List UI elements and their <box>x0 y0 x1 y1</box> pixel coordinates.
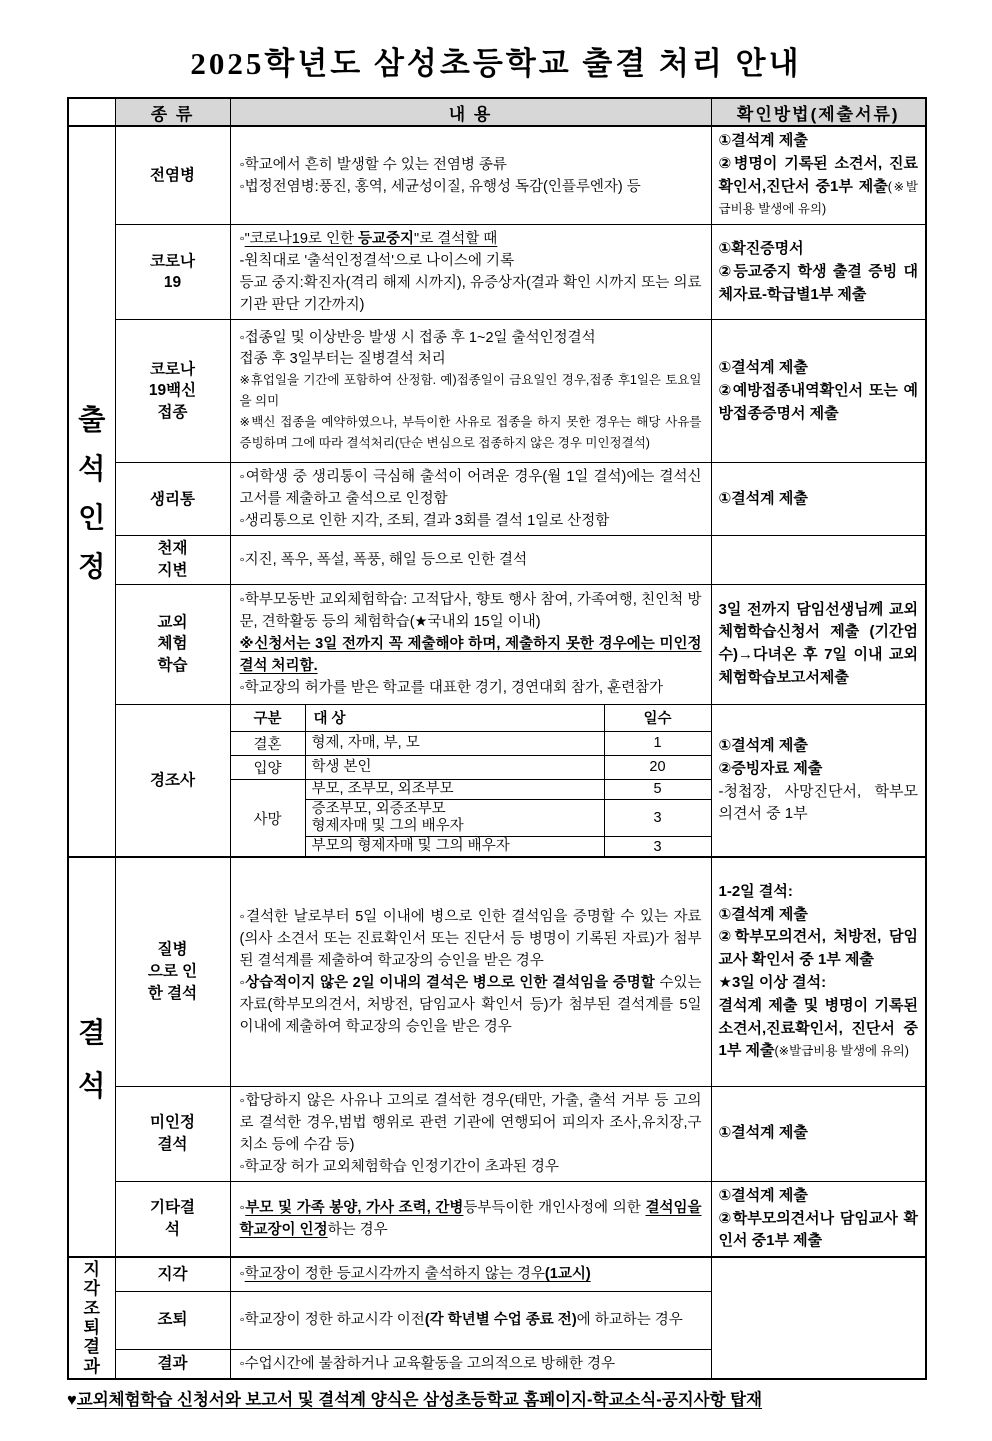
type-natural-disaster <box>115 536 230 584</box>
content-line <box>240 1156 702 1178</box>
method-illness-absence <box>711 857 926 1086</box>
label-char: 석 <box>78 453 106 485</box>
text-segment: ◦수업시간에 불참하거나 교육활동을 고의적으로 방해한 경우 <box>239 1355 615 1372</box>
text-segment: ◦여학생 중 생리통이 극심해 출석이 어려운 경우(월 1일 결석)에는 결석신고서를 제출하고 출석으로 인정함 <box>239 469 702 508</box>
header-content: 내 용 <box>230 98 711 126</box>
type-line: 천재 <box>157 540 188 558</box>
content-line <box>240 677 702 699</box>
method-line <box>719 972 919 995</box>
text-segment: ※휴업일을 기간에 포함하여 산정함. 예)접종일이 금요일인 경우,접종 후1일은 토요일을 의미 <box>239 373 702 409</box>
type-line: 코로나 <box>150 360 195 378</box>
text-segment: -청첩장, 사망진단서, 학부모 의견서 중 1부 <box>718 782 918 823</box>
label-char: 출 <box>78 404 106 436</box>
text-segment: ②학부모의견서나 담임교사 확인서 중1부 제출 <box>718 1209 918 1250</box>
text-segment: ②등교중지 학생 출결 증빙 대체자료-학급별1부 제출 <box>718 262 918 303</box>
section-label-tardy-early-skip <box>68 1257 115 1379</box>
content-natural-disaster <box>230 536 711 584</box>
label-char: 지 <box>83 1259 100 1279</box>
text-segment: ①결석계 제출 <box>718 359 808 377</box>
label-char: 결 <box>83 1337 100 1357</box>
method-natural-disaster <box>711 536 926 584</box>
text-segment: -원칙대로 '출석인정결석'으로 나이스에 기록 <box>239 253 515 270</box>
method-family-events <box>711 704 926 857</box>
subtable-target-cell <box>305 837 604 857</box>
method-covid19 <box>711 225 926 320</box>
text-segment: ◦ <box>239 1266 245 1283</box>
table-body <box>68 126 926 1379</box>
method-unrecognized-absence <box>711 1086 926 1181</box>
method-line <box>719 735 919 758</box>
text-segment: ①결석계 제출 <box>718 905 808 923</box>
type-line: 전염병 <box>150 166 195 184</box>
page-title: 2025학년도 삼성초등학교 출결 처리 안내 <box>190 46 802 81</box>
method-line <box>719 380 919 426</box>
text-segment: ②병명이 기록된 소견서, 진료확인서,진단서 중1부 제출 <box>718 154 918 195</box>
text-segment: 상습적이지 않은 2일 이내의 결석은 병으로 인한 결석임을 증명할 <box>245 974 655 991</box>
content-skip-class <box>230 1349 711 1379</box>
type-illness-absence <box>115 857 230 1086</box>
content-line <box>240 549 702 571</box>
subtable-days-cell: 3 <box>604 837 711 857</box>
content-line <box>240 349 702 370</box>
type-unrecognized-absence <box>115 1086 230 1181</box>
content-line <box>240 370 702 412</box>
method-other-absence <box>711 1181 926 1257</box>
footer-note <box>67 1386 925 1410</box>
type-line: 지각 <box>157 1265 188 1283</box>
table-row-family-events <box>68 704 926 857</box>
type-skip-class <box>115 1349 230 1379</box>
label-char: 결 <box>78 1016 106 1048</box>
text-segment: 부모 및 가족 봉양, 가사 조력, 간병 <box>245 1200 464 1216</box>
text-segment: ★3일 이상 결석: <box>718 973 827 991</box>
type-covid19-vaccine <box>115 320 230 463</box>
text-segment: ①결석계 제출 <box>718 1124 808 1142</box>
content-line <box>240 1090 702 1156</box>
type-field-learning <box>115 584 230 704</box>
subtable-days-cell: 5 <box>604 779 711 799</box>
target-line: 학생 본인 <box>311 758 372 775</box>
type-infectious-disease <box>115 126 230 225</box>
table-row-field-learning <box>68 584 926 704</box>
content-line <box>240 633 702 677</box>
type-line: 경조사 <box>150 771 195 789</box>
type-line: 학습 <box>157 657 188 675</box>
target-line: 부모의 형제자매 및 그의 배우자 <box>311 838 510 855</box>
text-segment: ◦법정전염병:풍진, 홍역, 세균성이질, 유행성 독감(인플루엔자) 등 <box>239 178 641 195</box>
type-line: 질병 <box>157 941 188 959</box>
method-line <box>719 926 919 972</box>
text-segment: ◦학교장의 허가를 받은 학교를 대표한 경기, 경연대회 참가, 훈련참가 <box>239 680 664 697</box>
text-segment: ※백신 접종을 예약하였으나, 부득이한 사유로 접종을 하지 못한 경우는 해당 사유를 증빙하며 그에 따라 결석처리(단순 변심으로 접종하지 않은 경우 미인정결석) <box>239 415 702 451</box>
table-row-tardy <box>68 1257 926 1291</box>
method-line <box>719 1208 919 1254</box>
method-line <box>719 1185 919 1208</box>
text-segment: ◦지진, 폭우, 폭설, 폭풍, 해일 등으로 인한 결석 <box>239 552 528 569</box>
text-segment: ◦ <box>239 231 245 248</box>
subtable-header-cell: 대 상 <box>305 705 604 732</box>
type-line: 19 <box>163 274 182 292</box>
subtable-target-cell <box>305 799 604 836</box>
text-segment: ②증빙자료 제출 <box>718 759 823 777</box>
content-line <box>240 328 702 349</box>
text-segment: (※발급비용 발생에 유의) <box>774 1044 909 1059</box>
text-segment: "로 결석할 때 <box>414 231 498 248</box>
subtable-category-cell: 입양 <box>231 755 306 779</box>
subtable-target-cell <box>305 731 604 755</box>
heart-icon: ♥ <box>67 1390 77 1409</box>
content-line <box>240 589 702 633</box>
content-tardy <box>230 1257 711 1291</box>
method-field-learning <box>711 584 926 704</box>
label-char: 과 <box>83 1356 100 1376</box>
content-field-learning <box>230 584 711 704</box>
content-family-events <box>230 704 711 857</box>
method-line <box>719 130 919 153</box>
table-row-unrecognized-absence <box>68 1086 926 1181</box>
method-tardy <box>711 1257 926 1379</box>
content-covid19 <box>230 225 711 320</box>
method-menstrual <box>711 463 926 536</box>
type-line: 미인정 <box>150 1114 195 1132</box>
type-line: 조퇴 <box>157 1311 188 1329</box>
text-segment: ◦합당하지 않은 사유나 고의로 결석한 경우(태만, 가출, 출석 거부 등 고의로 결석한 경우,범법 행위로 관련 기관에 연행되어 피의자 조사,유치장,구치소 등에 수감 등) <box>239 1092 702 1153</box>
method-line <box>719 261 919 307</box>
type-line: 생리통 <box>150 490 195 508</box>
type-line: 교외 <box>157 613 188 631</box>
content-menstrual <box>230 463 711 536</box>
section-label-text <box>69 1011 115 1104</box>
text-segment: ※신청서는 3일 전까지 꼭 제출해야 하며, 제출하지 못한 경우에는 미인정 결석 처리함. <box>239 636 702 675</box>
type-line: 체험 <box>157 635 188 653</box>
content-line <box>240 154 702 176</box>
type-line: 코로나 <box>150 252 195 270</box>
header-method: 확인방법(제출서류) <box>711 98 926 126</box>
text-segment: ②예방접종내역확인서 또는 예방접종증명서 제출 <box>718 381 918 422</box>
text-segment: ◦학교장이 정한 하교시각 이전 <box>239 1312 425 1329</box>
text-segment: 등교중지 <box>358 231 415 248</box>
section-label-text <box>69 398 115 585</box>
type-line: 접종 <box>157 404 188 422</box>
text-segment: 접종 후 3일부터는 질병결석 처리 <box>239 351 446 368</box>
subtable-target-cell <box>305 755 604 779</box>
type-covid19 <box>115 225 230 320</box>
content-line <box>240 972 702 1038</box>
table-row-covid19-vaccine <box>68 320 926 463</box>
type-menstrual <box>115 463 230 536</box>
text-segment: "코로나19로 인한 <box>244 231 359 248</box>
table-row-natural-disaster <box>68 536 926 584</box>
text-segment: 에 하교하는 경우 <box>576 1312 683 1329</box>
content-line <box>240 176 702 198</box>
content-line <box>240 1197 702 1241</box>
content-line <box>240 1309 702 1331</box>
subtable-header-cell: 일수 <box>604 705 711 732</box>
table-row-menstrual <box>68 463 926 536</box>
text-segment: ①결석계 제출 <box>718 736 808 754</box>
target-line: 형제자매 및 그의 배우자 <box>311 818 464 834</box>
header-type: 종 류 <box>115 98 230 126</box>
table-header-row <box>68 98 926 126</box>
subtable-header-cell: 구분 <box>231 705 306 732</box>
label-char: 인 <box>78 502 106 534</box>
table-row-covid19 <box>68 225 926 320</box>
text-segment: ◦ <box>239 1200 246 1216</box>
label-char: 조 <box>83 1298 100 1318</box>
content-line <box>240 906 702 972</box>
table-row-illness-absence <box>68 857 926 1086</box>
subtable-category-cell: 사망 <box>231 779 306 856</box>
type-line: 결석 <box>157 1135 188 1153</box>
text-segment: ②학부모의견서, 처방전, 담임교사 확인서 중 1부 제출 <box>718 928 918 969</box>
section-label-absence <box>68 857 115 1257</box>
subtable-row <box>231 779 711 799</box>
content-line <box>240 412 702 454</box>
type-early-leave <box>115 1291 230 1349</box>
target-line: 부모, 조부모, 외조부모 <box>311 780 454 797</box>
content-line <box>240 1263 702 1285</box>
type-family-events <box>115 704 230 857</box>
text-segment: ◦결석한 날로부터 5일 이내에 병으로 인한 결석임을 증명할 수 있는 자료(의사 소견서 또는 진료확인서 또는 진단서 등 병명이 기록된 자료)가 첨부된 결석계를 제출하여 학교장의 승인을 받은 경우 <box>239 908 702 969</box>
text-segment: 하는 경우 <box>327 1222 388 1239</box>
label-char: 퇴 <box>83 1318 100 1337</box>
target-line: 형제, 자매, 부, 모 <box>311 734 420 751</box>
section-label-attendance-recognized <box>68 126 115 857</box>
family-events-subtable <box>231 705 711 856</box>
subtable-days-cell: 3 <box>604 799 711 836</box>
content-illness-absence <box>230 857 711 1086</box>
attendance-table <box>67 97 927 1380</box>
table-row-infectious-disease <box>68 126 926 225</box>
method-line <box>719 881 919 904</box>
method-covid19-vaccine <box>711 320 926 463</box>
text-segment: 결석계 제출 및 병명이 기록된 소견서,진료확인서, 진단서 중 1부 제출 <box>718 996 918 1060</box>
method-line <box>719 1122 919 1145</box>
footer-text: 교외체험학습 신청서와 보고서 및 결석계 양식은 삼성초등학교 홈페이지-학교소식-공지사항 탑재 <box>76 1390 763 1409</box>
text-segment: ①확진증명서 <box>718 240 804 258</box>
type-line: 19백신 <box>148 382 197 400</box>
content-other-absence <box>230 1181 711 1257</box>
label-char: 각 <box>83 1279 100 1299</box>
text-segment: (각 학년별 수업 종료 전) <box>424 1312 577 1329</box>
text-segment: (1교시) <box>544 1266 591 1283</box>
text-segment: ◦학부모동반 교외체험학습: 고적답사, 향토 행사 참여, 가족여행, 친인척 방문, 견학활동 등의 체험학습(★국내외 15일 이내) <box>239 592 702 631</box>
type-line: 으로 인 <box>147 963 198 981</box>
text-segment: ①결석계 제출 <box>718 1186 808 1204</box>
method-line <box>719 904 919 927</box>
text-segment: 등부득이한 개인사정에 의한 <box>463 1200 646 1216</box>
text-segment: ◦생리통으로 인한 지각, 조퇴, 결과 3회를 결석 1일로 산정함 <box>239 513 610 530</box>
text-segment: 학교장이 정한 등교시각까지 출석하지 않는 경우 <box>244 1266 545 1283</box>
method-line <box>719 758 919 781</box>
subtable-header-row <box>231 705 711 732</box>
type-line: 지변 <box>157 562 188 580</box>
method-line <box>719 357 919 380</box>
subtable-days-cell: 1 <box>604 731 711 755</box>
content-infectious-disease <box>230 126 711 225</box>
content-unrecognized-absence <box>230 1086 711 1181</box>
text-segment: 등교 중지:확진자(격리 해제 시까지), 유증상자(결과 확인 시까지 또는 의료기관 판단 기간까지) <box>239 275 702 314</box>
header-blank-cell <box>68 98 115 126</box>
subtable-category-cell: 결혼 <box>231 731 306 755</box>
content-early-leave <box>230 1291 711 1349</box>
subtable-target-cell <box>305 779 604 799</box>
method-line <box>719 781 919 827</box>
table-row-other-absence <box>68 1181 926 1257</box>
type-line: 결과 <box>157 1354 188 1372</box>
text-segment: ◦접종일 및 이상반응 발생 시 접종 후 1~2일 출석인정결석 <box>239 330 596 347</box>
content-line <box>240 466 702 510</box>
content-line <box>240 250 702 272</box>
text-segment: ◦학교에서 흔히 발생할 수 있는 전염병 종류 <box>239 156 507 173</box>
subtable-row <box>231 755 711 779</box>
method-infectious-disease <box>711 126 926 225</box>
type-line: 석 <box>165 1221 180 1239</box>
type-tardy <box>115 1257 230 1291</box>
type-line: 한 결석 <box>147 984 198 1002</box>
content-line <box>240 1353 702 1375</box>
text-segment: ①결석계 제출 <box>718 132 808 149</box>
content-covid19-vaccine <box>230 320 711 463</box>
text-segment: 1-2일 결석: <box>718 882 793 900</box>
content-line <box>240 510 702 532</box>
text-segment: 수있는 자료(학부모의견서, 처방전, 담임교사 확인서 등)가 첨부된 결석계를 5일 이내에 제출하여 학교장의 승인을 받은 경우 <box>239 974 702 1036</box>
method-line <box>719 488 919 511</box>
subtable-row <box>231 731 711 755</box>
type-line: 기타결 <box>150 1199 195 1217</box>
target-line: 증조부모, 외증조부모 <box>311 800 446 817</box>
method-line <box>719 153 919 221</box>
subtable-days-cell: 20 <box>604 755 711 779</box>
text-segment: ①결석계 제출 <box>718 489 808 507</box>
label-char: 정 <box>78 551 106 583</box>
text-segment: (※발급비용 발생에 유의) <box>718 179 918 217</box>
label-char: 석 <box>78 1069 106 1101</box>
text-segment: 3일 전까지 담임선생님께 교외체험학습신청서 제출 (기간엄수)→다녀온 후 7일 이내 교외체험학습보고서제출 <box>718 600 918 687</box>
content-line <box>240 228 702 250</box>
text-segment: ◦학교장 허가 교외체험학습 인정기간이 초과된 경우 <box>239 1158 559 1175</box>
method-line <box>719 599 919 690</box>
text-segment: ◦ <box>239 974 246 991</box>
text-segment: 결석임을 학교장이 인정 <box>239 1200 702 1239</box>
type-other-absence <box>115 1181 230 1257</box>
method-line <box>719 995 919 1063</box>
section-label-text <box>69 1260 115 1376</box>
method-line <box>719 238 919 261</box>
document-page <box>0 38 992 1410</box>
content-line <box>240 272 702 316</box>
